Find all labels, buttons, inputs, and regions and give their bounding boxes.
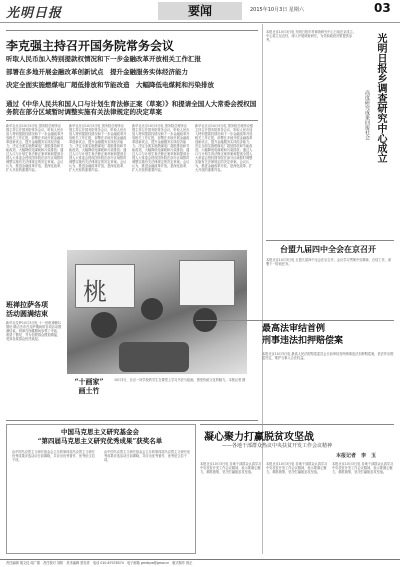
lead-subhead: 决定全面实施燃煤电厂超低排放和节能改造 大幅降低电煤耗和污染排放 <box>6 81 214 89</box>
award-title-line: 中国马克思主义研究基金会 <box>61 428 139 436</box>
story-title: 刑事违法扣押赔偿案 <box>262 336 344 346</box>
divider <box>6 120 258 121</box>
feature-vertical-subtitle: 高度研究成果回报社会 <box>364 90 370 140</box>
story-body: 新华社拉萨10月3日电 十一世班禅额尔德尼·确吉杰布在拉萨期间的各项活动圆满结束。班禅在西藏期间参观了寺庙，看望了僧尼，并为信教群众摸顶赐福，受到各族群众热烈欢迎。 <box>6 321 62 341</box>
byline: 本报记者 李 玉 <box>336 453 377 459</box>
divider <box>200 424 394 425</box>
divider <box>266 240 394 241</box>
lead-headline: 李克强主持召开国务院常务会议 <box>6 39 175 53</box>
story-title: 凝心聚力打赢脱贫攻坚战 <box>204 432 314 443</box>
feature-vertical-title: 光明日报乡调查研究中心成立 <box>375 33 386 163</box>
award-body: 由中国马克思主义研究基金会主办的第四届马克思主义研究优秀成果评选活动日前揭晓，共评出优秀著作、优秀论文若干项。 <box>104 450 191 462</box>
story-title: 班禅拉萨各项 <box>6 300 48 309</box>
story-title: 最高法审结首例 <box>262 324 326 334</box>
divider <box>196 320 394 321</box>
story-title: 台盟九届四中全会在京召开 <box>280 244 376 254</box>
story-subtitle: ——各地干部群众热议中央扶贫开发工作会议精神 <box>222 443 333 449</box>
lead-subhead: 通过《中华人民共和国人口与计划生育法修正案（草案）》和提请全国人大常委会授权国务院在部分区域暂时调整实施有关法律规定的决定草案 <box>6 100 257 116</box>
photo-seal <box>67 377 111 413</box>
story-body: 本报北京10月3日电 台盟九届四中全会在京召开，会议学习贯彻中央精神，总结工作，部署下一阶段任务。 <box>266 258 392 266</box>
seal-text: 画土竹 <box>78 386 100 395</box>
award-title-line: “第四届马克思主义研究优秀成果”获奖名单 <box>37 437 163 445</box>
newspaper-logo: 光明日报 <box>6 6 63 21</box>
award-title <box>30 428 170 446</box>
story-body: 本报北京10月3日电 最高人民法院赔偿委员会日前审结首例刑事违法扣押赔偿案，依法作出赔偿决定，维护当事人合法权益。 <box>262 352 394 360</box>
story-title: 活动圆满结束 <box>6 309 48 318</box>
column-rule <box>262 24 263 554</box>
story-body: 本报北京10月3日电 各地干部群众认真学习中央扶贫开发工作会议精神，表示要凝心聚力，精准施策，坚决打赢脱贫攻坚战。 <box>332 462 394 474</box>
divider <box>6 420 258 421</box>
story-body: 本报北京10月3日电 各地干部群众认真学习中央扶贫开发工作会议精神，表示要凝心聚力，精准施策，坚决打赢脱贫攻坚战。 <box>200 462 262 474</box>
lead-body-col4: 新华社北京10月3日电 国务院总理李克强主持召开国务院常务会议，听取人民币加入特别提款权情况和下一步金融改革开放相关工作汇报，部署在多地开展金融改革创新试点，提升金融服务实体经济能力；决定全面实施燃煤电厂超低排放和节能改造，大幅降低电煤耗和污染排放；通过人口与计划生育法修正案草案和提请全国人大常委会授权国务院在部分区域暂时调整实施有关法律规定的决定草案。会议认为，推进金融改革开放，是深化改革、扩大开放的重要内容。 <box>195 124 254 172</box>
feature-body: 本报北京10月3日电 光明日报乡村调查研究中心日前在京成立。中心将立足农村，深入开展调查研究，为党和政府决策提供参考。 <box>266 30 356 42</box>
lead-body-col2: 新华社北京10月3日电 国务院总理李克强主持召开国务院常务会议，听取人民币加入特别提款权情况和下一步金融改革开放相关工作汇报，部署在多地开展金融改革创新试点，提升金融服务实体经济能力；决定全面实施燃煤电厂超低排放和节能改造，大幅降低电煤耗和污染排放；通过人口与计划生育法修正案草案和提请全国人大常委会授权国务院在部分区域暂时调整实施有关法律规定的决定草案。会议认为，推进金融改革开放，是深化改革、扩大开放的重要内容。 <box>69 124 127 172</box>
student-figure <box>141 298 163 320</box>
lead-body-col1: 新华社北京10月3日电 国务院总理李克强主持召开国务院常务会议，听取人民币加入特别提款权情况和下一步金融改革开放相关工作汇报，部署在多地开展金融改革创新试点，提升金融服务实体经济能力；决定全面实施燃煤电厂超低排放和节能改造，大幅降低电煤耗和污染排放；通过人口与计划生育法修正案草案和提请全国人大常委会授权国务院在部分区域暂时调整实施有关法律规定的决定草案。会议认为，推进金融改革开放，是深化改革、扩大开放的重要内容。 <box>6 124 64 172</box>
photo-caption: 10月3日，北京一所学校的学生在课堂上学习书法与绘画，感受传统文化的魅力。本报记者 摄 <box>114 378 246 382</box>
desk <box>119 342 189 372</box>
page-footer: 责任编辑 胡文佳 周广德 责任校对 刘阳 美术编辑 蔡忠祥 电话 010-67078574 电子邮箱 gmrbyw@gmw.cn 版式制作 倪正 <box>0 559 400 567</box>
calligraphy-board <box>179 260 235 306</box>
lead-body-col3: 新华社北京10月3日电 国务院总理李克强主持召开国务院常务会议，听取人民币加入特别提款权情况和下一步金融改革开放相关工作汇报，部署在多地开展金融改革创新试点，提升金融服务实体经济能力；决定全面实施燃煤电厂超低排放和节能改造，大幅降低电煤耗和污染排放；通过人口与计划生育法修正案草案和提请全国人大常委会授权国务院在部分区域暂时调整实施有关法律规定的决定草案。会议认为，推进金融改革开放，是深化改革、扩大开放的重要内容。 <box>132 124 190 172</box>
issue-date: 2015年10月3日 星期六 <box>250 7 304 13</box>
seal-text: “十画家” <box>74 377 104 386</box>
award-body: 由中国马克思主义研究基金会主办的第四届马克思主义研究优秀成果评选活动日前揭晓，共评出优秀著作、优秀论文若干项。 <box>12 450 95 462</box>
news-photo <box>67 250 247 374</box>
story-body: 本报北京10月3日电 各地干部群众认真学习中央扶贫开发工作会议精神，表示要凝心聚力，精准施策，坚决打赢脱贫攻坚战。 <box>266 462 328 474</box>
student-figure <box>91 312 117 338</box>
lead-subhead: 部署在多地开展金融改革创新试点 提升金融服务实体经济能力 <box>6 68 188 76</box>
section-label: 要闻 <box>158 2 242 20</box>
page-number: 03 <box>374 1 391 15</box>
lead-subhead: 听取人民币加入特别提款权情况和下一步金融改革开放相关工作汇报 <box>6 55 201 63</box>
divider <box>6 30 258 31</box>
calligraphy-glyph: 桃 <box>83 278 107 306</box>
